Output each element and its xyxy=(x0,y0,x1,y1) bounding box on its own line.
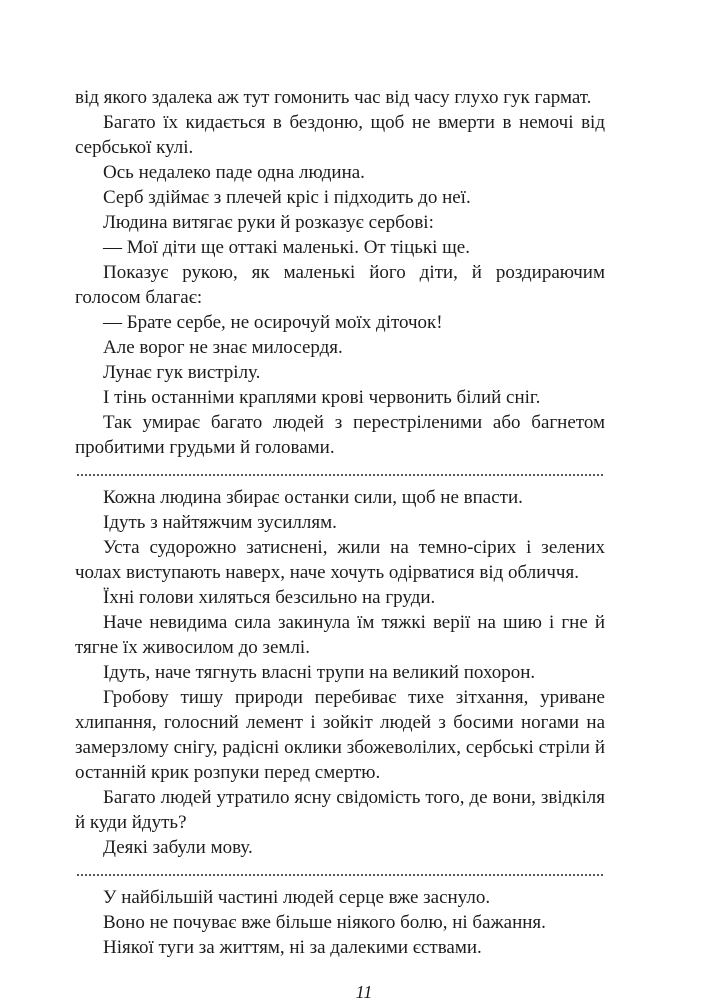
paragraph: від якого здалека аж тут гомонить час від часу глухо гук гармат. xyxy=(75,87,592,108)
paragraph: Так умирає багато людей з перестріленими або багнетом пробитими грудьми й головами. xyxy=(75,412,605,458)
page-number: 11 xyxy=(355,982,373,1002)
paragraph: Показує рукою, як маленькі його діти, й роздираючим голосом благає: xyxy=(75,262,605,308)
paragraph: Кожна людина збирає останки сили, щоб не впасти. xyxy=(103,487,523,508)
paragraph: Людина витягає руки й розказує сербові: xyxy=(103,212,434,233)
paragraph: Ніякої туги за життям, ні за далекими єствами. xyxy=(103,937,482,958)
paragraph: Багато людей утратило ясну свідомість того, де вони, звідкіля й куди йдуть? xyxy=(75,787,605,833)
paragraph: Ідуть з найтяжчим зусиллям. xyxy=(103,512,337,533)
paragraph: — Мої діти ще оттакі маленькі. От тіцькі ще. xyxy=(103,237,470,258)
paragraph: І тінь останніми краплями крові червонить білий сніг. xyxy=(103,387,541,408)
paragraph: Багато їх кидається в бездоню, щоб не вмерти в немочі від сербської кулі. xyxy=(75,112,605,158)
paragraph: Але ворог не знає милосердя. xyxy=(103,337,343,358)
paragraph: Уста судорожно затиснені, жили на темно-сірих і зелених чолах виступають наверх, наче хочуть одірватися від обличчя. xyxy=(75,537,605,583)
paragraph: У найбільшій частині людей серце вже заснуло. xyxy=(103,887,491,908)
paragraph: Гробову тишу природи перебиває тихе зітхання, уриване хлипання, голосний лемент і зойкіт людей з босими ногами на замерзлому снігу, радісні оклики збожеволілих, сербські стріли й останній крик розпуки перед смертю. xyxy=(75,687,605,783)
paragraph: Наче невидима сила закинула їм тяжкі верії на шию і гне й тягне їх живосилом до землі. xyxy=(75,612,605,658)
paragraph: Їхні голови хиляться безсильно на груди. xyxy=(103,587,436,608)
paragraph: Воно не почуває вже більше ніякого болю, ні бажання. xyxy=(103,912,546,933)
paragraph: Деякі забули мову. xyxy=(103,837,253,858)
dotted-separator xyxy=(75,860,605,885)
paragraph: Лунає гук вистрілу. xyxy=(103,362,261,383)
paragraph: Ось недалеко паде одна людина. xyxy=(103,162,365,183)
paragraph: Ідуть, наче тягнуть власні трупи на великий похорон. xyxy=(103,662,536,683)
paragraph: Серб здіймає з плечей кріс і підходить до неї. xyxy=(103,187,471,208)
paragraph: — Брате сербе, не осирочуй моїх діточок! xyxy=(103,312,443,333)
body-text xyxy=(75,85,605,960)
dotted-separator xyxy=(75,460,605,485)
